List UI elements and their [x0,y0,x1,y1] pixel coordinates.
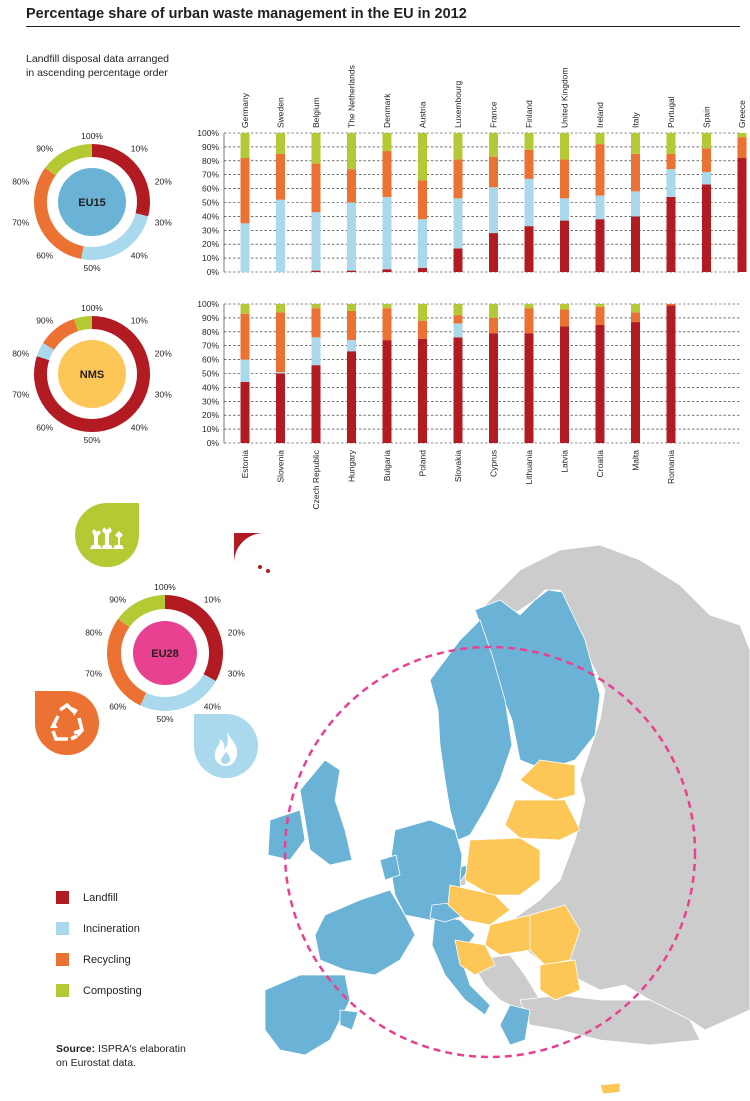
bar-landfill-slovenia [276,374,285,444]
category-label-slovenia: Slovenia [275,450,286,483]
donut-center-label: EU28 [151,648,179,660]
category-label-belgium: Belgium [311,97,321,128]
category-label-poland: Poland [417,450,428,477]
category-label-slovakia: Slovakia [453,450,463,483]
donut-scale-label: 80% [12,176,30,187]
donut-scale-label: 80% [85,627,103,638]
bar-landfill-hungary [347,351,356,443]
donut-scale-label: 50% [156,714,174,724]
legend-swatch-incineration [56,922,69,935]
nms-donut-chart [0,292,180,452]
donut-scale-label: 30% [154,217,172,228]
category-label-czech-republic: Czech Republic [311,450,321,510]
donut-scale-label: 100% [154,582,176,592]
y-tick-label: 90% [201,312,219,323]
bar-composting-estonia [241,304,250,314]
y-tick-label: 10% [201,424,219,435]
source-text-line-2: on Eurostat data. [56,1057,136,1069]
y-tick-label: 20% [201,410,219,421]
category-label-ireland: Ireland [595,102,605,128]
bar-landfill-malta [631,322,640,443]
legend-label-landfill: Landfill [83,891,118,904]
donut-scale-label: 40% [130,422,148,433]
y-tick-label: 10% [201,253,219,264]
recycling-icon [32,688,102,758]
bar-composting-slovakia [454,304,463,315]
y-tick-label: 90% [201,141,219,152]
bar-recycling-slovenia [276,312,285,372]
source-text: ISPRA's elaboratin [95,1043,186,1055]
bar-recycling-lithuania [525,308,534,333]
donut-center-label: EU15 [78,197,106,209]
legend-item-composting [56,975,142,1006]
source-note [56,1042,186,1070]
bar-recycling-czech-republic [312,308,321,337]
donut-scale-label: 40% [203,701,221,712]
legend [56,882,142,1006]
legend-item-recycling [56,944,142,975]
category-label-finland: Finland [524,100,534,128]
eu15-donut-chart [0,120,180,280]
bar-incineration-slovenia [276,372,285,373]
bar-landfill-cyprus [489,333,498,443]
donut-scale-label: 90% [36,315,54,326]
y-tick-label: 80% [201,326,219,337]
category-label-united-kingdom: United Kingdom [559,67,570,128]
bar-recycling-croatia [596,307,605,325]
y-tick-label: 30% [201,225,219,236]
y-tick-label: 100% [197,128,219,138]
category-label-greece: Greece [737,100,747,128]
category-label-italy: Italy [630,112,641,128]
y-tick-label: 50% [201,197,219,208]
category-label-luxembourg: Luxembourg [453,80,463,128]
donut-scale-label: 90% [109,594,127,605]
bar-composting-malta [631,304,640,312]
y-tick-label: 80% [201,155,219,166]
donut-scale-label: 30% [227,668,245,679]
donut-scale-label: 20% [154,348,172,359]
bar-composting-bulgaria [383,304,392,308]
legend-label-incineration: Incineration [83,922,140,935]
bar-landfill-czech-republic [312,365,321,443]
y-tick-label: 70% [201,169,219,180]
category-label-lithuania: Lithuania [524,450,534,485]
source-label: Source: [56,1043,96,1055]
subtitle-line-1: Landfill disposal data arranged [26,53,170,65]
y-tick-label: 50% [201,368,219,379]
bar-composting-lithuania [525,304,534,308]
legend-label-composting: Composting [83,984,142,997]
chart-title: Percentage share of urban waste management in the EU in 2012 [26,6,467,22]
y-tick-label: 60% [201,183,219,194]
legend-swatch-recycling [56,953,69,966]
bar-recycling-latvia [560,310,569,327]
donut-scale-label: 10% [130,315,148,326]
donut-scale-label: 100% [81,131,103,141]
bar-landfill-estonia [241,382,250,443]
y-tick-label: 70% [201,340,219,351]
bar-recycling-poland [418,321,427,339]
bar-incineration-estonia [241,360,250,382]
composting-icon [72,500,142,570]
category-label-croatia: Croatia [595,450,605,478]
bar-landfill-slovakia [454,337,463,443]
legend-swatch-landfill [56,891,69,904]
category-label-sweden: Sweden [275,97,286,128]
category-label-the-netherlands: The Netherlands [346,65,357,128]
category-label-france: France [488,101,499,128]
donut-scale-label: 10% [130,143,148,154]
y-tick-label: 60% [201,354,219,365]
legend-swatch-composting [56,984,69,997]
category-label-cyprus: Cyprus [488,450,499,477]
donut-scale-label: 90% [36,143,54,154]
y-tick-label: 40% [201,382,219,393]
bar-composting-poland [418,304,427,321]
bar-incineration-czech-republic [312,337,321,365]
donut-scale-label: 30% [154,389,172,400]
category-label-hungary: Hungary [346,450,357,483]
y-tick-label: 0% [206,438,219,448]
bar-landfill-bulgaria [383,340,392,443]
category-label-germany: Germany [240,93,250,128]
bar-recycling-estonia [241,314,250,360]
donut-scale-label: 60% [36,250,54,261]
legend-item-landfill [56,882,142,913]
bar-landfill-poland [418,339,427,443]
bar-landfill-romania [667,305,676,443]
donut-scale-label: 70% [85,668,103,679]
category-label-malta: Malta [630,450,641,471]
donut-scale-label: 70% [12,217,30,228]
bar-landfill-croatia [596,325,605,443]
europe-map [250,500,750,1100]
subtitle-line-2: in ascending percentage order [26,67,168,79]
bar-composting-cyprus [489,304,498,318]
category-label-romania: Romania [666,450,676,485]
donut-scale-label: 60% [109,701,127,712]
legend-item-incineration [56,913,142,944]
donut-scale-label: 20% [227,627,245,638]
category-label-bulgaria: Bulgaria [382,450,392,482]
y-tick-label: 100% [197,299,219,309]
category-label-austria: Austria [417,101,428,128]
category-label-portugal: Portugal [666,96,676,128]
donut-scale-label: 100% [81,303,103,313]
donut-scale-label: 80% [12,348,30,359]
donut-scale-label: 10% [203,594,221,605]
bar-recycling-hungary [347,311,356,340]
bar-landfill-lithuania [525,333,534,443]
bar-composting-czech-republic [312,304,321,308]
bar-recycling-slovakia [454,315,463,323]
donut-center-label: NMS [79,369,105,381]
y-tick-label: 20% [201,239,219,250]
bar-recycling-romania [667,304,676,305]
donut-scale-label: 50% [83,435,101,445]
bar-recycling-bulgaria [383,308,392,340]
y-tick-label: 0% [206,267,219,277]
bar-composting-latvia [560,304,569,310]
category-label-estonia: Estonia [240,450,250,479]
category-label-spain: Spain [701,106,712,128]
donut-scale-label: 20% [154,176,172,187]
category-label-denmark: Denmark [382,93,392,128]
legend-label-recycling: Recycling [83,953,131,966]
donut-scale-label: 40% [130,250,148,261]
bar-composting-slovenia [276,304,285,312]
bar-landfill-latvia [560,326,569,443]
bar-incineration-hungary [347,340,356,351]
bar-incineration-slovakia [454,323,463,337]
bar-composting-croatia [596,304,605,307]
donut-scale-label: 70% [12,389,30,400]
bar-recycling-malta [631,312,640,322]
donut-scale-label: 50% [83,263,101,273]
donut-scale-label: 60% [36,422,54,433]
y-tick-label: 30% [201,396,219,407]
y-tick-label: 40% [201,211,219,222]
category-label-latvia: Latvia [559,450,570,473]
bar-recycling-cyprus [489,318,498,333]
bar-composting-hungary [347,304,356,311]
